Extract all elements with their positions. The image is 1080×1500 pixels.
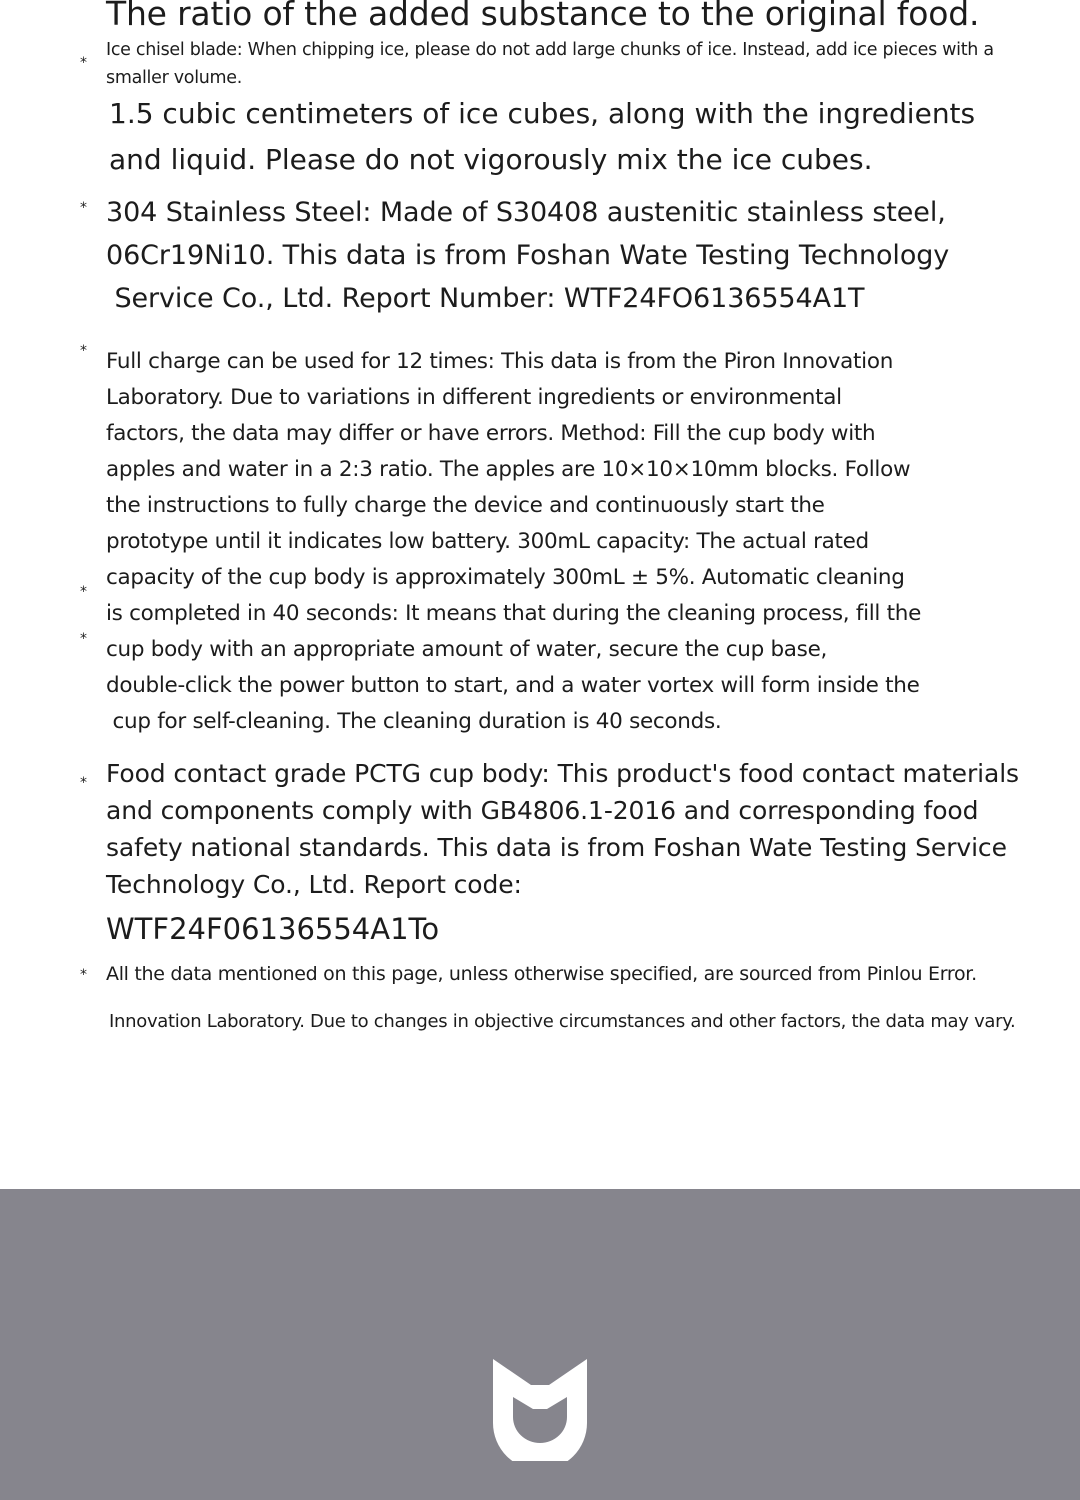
steel-line: Service Co., Ltd. Report Number: WTF24FO6136554A1T bbox=[106, 283, 865, 314]
bullet-icon: * bbox=[80, 631, 87, 647]
all-data-note-line1: All the data mentioned on this page, unless otherwise specified, are sourced from Pinlou Error. bbox=[106, 963, 977, 985]
pctg-line: safety national standards. This data is from Foshan Wate Testing Service bbox=[106, 833, 1007, 862]
report-code: WTF24F06136554A1To bbox=[106, 912, 440, 946]
bullet-icon: * bbox=[80, 55, 87, 71]
charge-line: capacity of the cup body is approximately 300mL ± 5%. Automatic cleaning bbox=[106, 565, 905, 590]
charge-line: Full charge can be used for 12 times: This data is from the Piron Innovation bbox=[106, 349, 894, 374]
bullet-icon: * bbox=[80, 200, 87, 216]
page-heading: The ratio of the added substance to the original food. bbox=[106, 0, 980, 33]
charge-line: double-click the power button to start, and a water vortex will form inside the bbox=[106, 673, 920, 698]
bullet-icon: * bbox=[80, 967, 87, 983]
ice-blade-note: Ice chisel blade: When chipping ice, please do not add large chunks of ice. Instead, add ice pieces with a smaller volume. bbox=[106, 40, 994, 88]
charge-line: cup for self-cleaning. The cleaning duration is 40 seconds. bbox=[106, 709, 722, 734]
bullet-icon: * bbox=[80, 584, 87, 600]
ice-cube-paragraph bbox=[109, 91, 975, 183]
charge-line: apples and water in a 2:3 ratio. The apples are 10×10×10mm blocks. Follow bbox=[106, 457, 911, 482]
steel-line: 06Cr19Ni10. This data is from Foshan Wate Testing Technology bbox=[106, 240, 950, 271]
all-data-note-line2: Innovation Laboratory. Due to changes in objective circumstances and other factors, the data may vary. bbox=[109, 1011, 1016, 1032]
ice-cube-line: 1.5 cubic centimeters of ice cubes, along with the ingredients bbox=[109, 97, 976, 130]
stainless-steel-paragraph bbox=[106, 191, 949, 320]
ice-cube-line: and liquid. Please do not vigorously mix the ice cubes. bbox=[109, 143, 873, 176]
charge-line: the instructions to fully charge the device and continuously start the bbox=[106, 493, 825, 518]
charge-line: prototype until it indicates low battery. 300mL capacity: The actual rated bbox=[106, 529, 869, 554]
charge-line: cup body with an appropriate amount of water, secure the cup base, bbox=[106, 637, 828, 662]
footer-band bbox=[0, 1189, 1080, 1500]
bullet-icon: * bbox=[80, 775, 87, 791]
pctg-line: and components comply with GB4806.1-2016 and corresponding food bbox=[106, 796, 979, 825]
bullet-icon: * bbox=[80, 343, 87, 359]
full-charge-paragraph bbox=[106, 344, 921, 740]
charge-line: is completed in 40 seconds: It means that during the cleaning process, fill the bbox=[106, 601, 922, 626]
pctg-paragraph bbox=[106, 755, 1019, 903]
pctg-line: Food contact grade PCTG cup body: This product's food contact materials bbox=[106, 759, 1019, 788]
charge-line: Laboratory. Due to variations in different ingredients or environmental bbox=[106, 385, 842, 410]
mijia-logo-icon bbox=[489, 1359, 591, 1461]
steel-line: 304 Stainless Steel: Made of S30408 austenitic stainless steel, bbox=[106, 197, 946, 228]
charge-line: factors, the data may differ or have errors. Method: Fill the cup body with bbox=[106, 421, 876, 446]
pctg-line: Technology Co., Ltd. Report code: bbox=[106, 870, 522, 899]
